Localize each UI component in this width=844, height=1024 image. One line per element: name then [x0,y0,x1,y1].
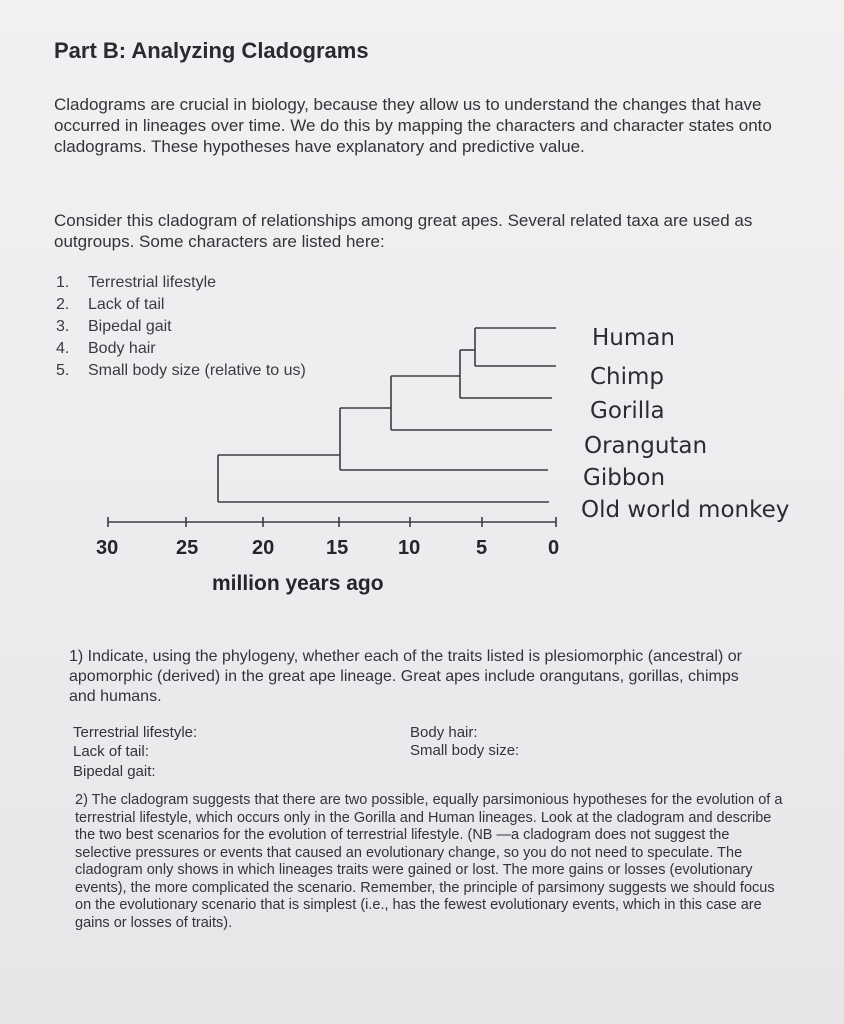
tick-label: 30 [96,537,119,559]
list-item: 3. Bipedal gait [56,318,172,335]
intro-paragraph: Cladograms are crucial in biology, because they allow us to understand the changes that have occurred in lineages over time. We do this by mapping the characters and character states onto cladograms. These hypotheses have explanatory and predictive value. [54,95,772,156]
answer-size: Small body size: [410,742,520,759]
list-item: 5. Small body size (relative to us) [56,362,306,379]
answer-terrestrial: Terrestrial lifestyle: [73,724,198,741]
list-item: 4. Body hair [56,340,156,357]
list-item: 1. Terrestrial lifestyle [56,274,217,291]
question-1: 1) Indicate, using the phylogeny, whether each of the traits listed is plesiomorphic (ancestral) or apomorphic (derived) in the great ape lineage. Great apes include orangutans, gorillas, chimps and humans. [69,648,742,705]
tick-label: 5 [476,537,488,559]
axis-label: million years ago [212,572,384,595]
tick-label: 10 [398,537,421,559]
taxon-label: Gorilla [590,398,665,424]
answer-hair: Body hair: [410,724,478,741]
page-title: Part B: Analyzing Cladograms [54,38,369,63]
consider-paragraph: Consider this cladogram of relationships among great apes. Several related taxa are used as outgroups. Some characters are listed here: [54,211,753,251]
answer-tail: Lack of tail: [73,743,149,760]
tick-label: 25 [176,537,199,559]
answer-bipedal: Bipedal gait: [73,763,156,780]
taxon-label: Chimp [590,364,665,390]
question-2: 2) The cladogram suggests that there are two possible, equally parsimonious hypotheses for the evolution of a terrestrial lifestyle, which occurs only in the Gorilla and Human lineages. Look at the cladogram and describe the two best scenarios for the evolution of terrestrial lifestyle. (NB —a cladogram does not suggest the selective pressures or events that caused an evolutionary change, so you do not need to speculate. The cladogram only shows in which lineages traits were gained or lost. The more gains or losses (evolutionary events), the more complicated the scenario. Remember, the principle of parsimony suggests we should focus on the evolutionary scenario that is simplest (i.e., has the fewest evolutionary events, which in this case are gains or losses of traits). [75,792,783,931]
taxon-label: Old world monkey [581,497,790,523]
taxon-label: Gibbon [583,465,666,491]
tick-label: 15 [326,537,349,559]
tick-label: 20 [252,537,275,559]
tick-label: 0 [548,537,560,559]
taxon-label: Orangutan [584,433,708,459]
list-item: 2. Lack of tail [56,296,165,313]
taxon-label: Human [592,325,675,351]
